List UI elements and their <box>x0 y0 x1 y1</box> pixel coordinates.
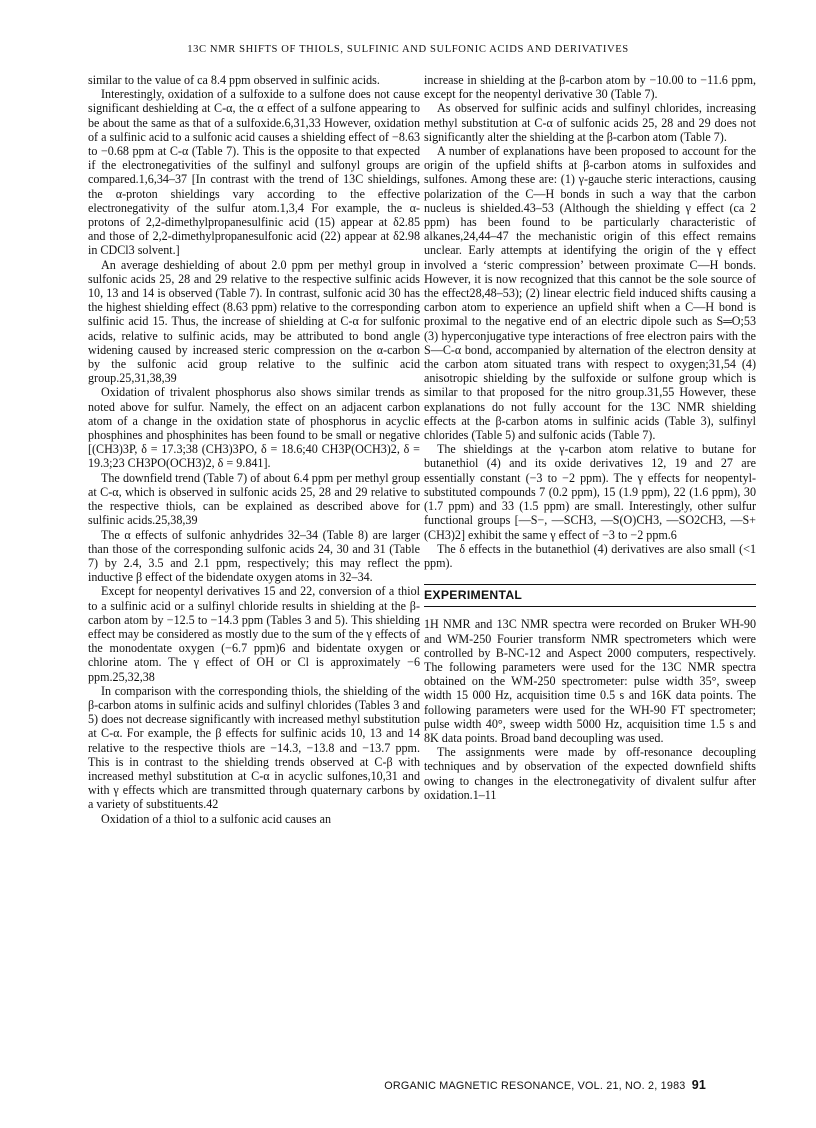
section-rule <box>424 606 756 607</box>
paragraph: The δ effects in the butanethiol (4) derivatives are also small (<1 ppm). <box>424 541 756 570</box>
paragraph: Except for neopentyl derivatives 15 and 22, conversion of a thiol to a sulfinic acid or a sulfinyl chloride results in shielding at the β-carbon atom by −12.5 to −14.3 ppm (Tables 3 and 5). This shielding effect may be considered as mostly due to the sum of the γ effects of the monodentate oxygen (−6.7 ppm)6 and bidentate oxygen or chlorine atom. The γ effect of OH or Cl is approximately −6 ppm.25,32,38 <box>88 584 420 684</box>
left-column <box>88 73 420 826</box>
paragraph: increase in shielding at the β-carbon atom by −10.00 to −11.6 ppm, except for the neopentyl derivative 30 (Table 7). <box>424 73 756 102</box>
page-footer <box>384 1078 706 1092</box>
page-number: 91 <box>691 1078 706 1092</box>
paragraph: In comparison with the corresponding thiols, the shielding of the β-carbon atoms in sulfinic acids and sulfinyl chlorides (Tables 3 and 5) does not decrease significantly with increased methyl substitution at C-α. For example, the β effects for sulfinic acids 10, 13 and 14 relative to the respective thiols are −14.3, −13.8 and −13.7 ppm. This is in contrast to the shielding trends observed at C-β with increased methyl substitution at C-α in acyclic sulfones,10,31 and with γ effects which are transmitted through quaternary carbons by a variety of substituents.42 <box>88 683 420 812</box>
section-heading <box>424 584 756 602</box>
paragraph: An average deshielding of about 2.0 ppm per methyl group in sulfonic acids 25, 28 and 29 relative to the respective sulfinic acids 10, 13 and 14 is observed (Table 7). In contrast, sulfonic acid 30 has the highest shielding effect (8.63 ppm) relative to the corresponding sulfinic acid 15. Thus, the increase of shielding at C-α for sulfonic acids, relative to sulfinic acids, may be attributed to bond angle widening caused by increased steric compression on the α-carbon by the sulfonic acid group relative to the sulfinic acid group.25,31,38,39 <box>88 257 420 386</box>
paragraph: Oxidation of trivalent phosphorus also shows similar trends as noted above for sulfur. Namely, the effect on an adjacent carbon atom of a change in the oxidation state of phosphorus in acyclic phosphines and phosphinites has been found to be small or negative [(CH3)3P, δ = 17.3;38 (CH3)3PO, δ = 18.6;40 CH3P(OCH3)2, δ = 19.3;23 CH3PO(OCH3)2, δ = 9.841]. <box>88 385 420 471</box>
journal-citation: ORGANIC MAGNETIC RESONANCE, VOL. 21, NO. 2, 1983 <box>384 1080 686 1092</box>
paragraph: The shieldings at the γ-carbon atom relative to butane for butanethiol (4) and its oxide derivatives 12, 19 and 27 are essentially constant (−3 to −2 ppm). The γ effects for neopentyl-substituted compounds 7 (0.2 ppm), 15 (1.9 ppm), 22 (1.6 ppm), 30 (1.7 ppm) and 33 (1.5 ppm) are small. Interestingly, other sulfur functional groups [—S−, —SCH3, —S(O)CH3, —SO2CH3, —S+(CH3)2] exhibit the same γ effect of −3 to −2 ppm.6 <box>424 442 756 542</box>
paragraph: As observed for sulfinic acids and sulfinyl chlorides, increasing methyl substitution at C-α of sulfonic acids 25, 28 and 29 does not significantly alter the shielding at the β-carbon atom (Table 7). <box>424 101 756 144</box>
paragraph: similar to the value of ca 8.4 ppm observed in sulfinic acids. <box>88 73 380 87</box>
paragraph: 1H NMR and 13C NMR spectra were recorded on Bruker WH-90 and WM-250 Fourier transform NMR spectrometers which were controlled by B-NC-12 and Aspect 2000 computers, respectively. The following parameters were used for the 13C NMR spectra obtained on the WM-250 spectrometer: pulse width 35°, sweep width 15 000 Hz, acquisition time 0.5 s and 16K data points. The following parameters were used for the WH-90 FT spectrometer; pulse width 40°, sweep width 5000 Hz, acquisition time 1.5 s and 8K data points. Broad band decoupling was used. <box>424 617 756 745</box>
paragraph: A number of explanations have been proposed to account for the origin of the upfield shifts at β-carbon atoms in sulfoxides and sulfones. Among these are: (1) γ-gauche steric interactions, causing polarization of the C—H bonds in such a way that the carbon nucleus is shielded.43–53 (Although the shielding γ effect (ca 2 ppm) has been found to be particularly characteristic of alkanes,24,44–47 the mechanistic origin of this effect remains unclear. Early attempts at identifying the origin of the γ effect involved a ‘steric compression’ between proximate C—H bonds. However, it is now recognized that this cannot be the sole source of the effect28,48–53); (2) linear electric field induced shifts causing a carbon atom to experience an upfield shift when a C—H bond is proximal to the negative end of an electric dipole such as S═O;53 (3) hyperconjugative type interactions of free electron pairs with the S—C-α bond, accompanied by alternation of the electron density at the carbon atom situated trans with respect to oxygen;31,54 (4) anisotropic shielding by the sulfoxide or sulfone group which is similar to that proposed for the nitro group.31,55 However, these explanations do not fully account for the 13C NMR shielding effects at the β-carbon atoms in sulfinic acids (Table 3), sulfinyl chlorides (Table 5) and sulfonic acids (Table 7). <box>424 144 756 443</box>
paragraph: The downfield trend (Table 7) of about 6.4 ppm per methyl group at C-α, which is observed in sulfonic acids 25, 28 and 29 relative to the respective thiols, can be explained as described above for sulfinic acids.25,38,39 <box>88 470 420 528</box>
paragraph: The α effects of sulfonic anhydrides 32–34 (Table 8) are larger than those of the corresponding sulfonic acids 24, 30 and 31 (Table 7) by 2.4, 3.5 and 2.1 ppm, respectively; this may reflect the inductive β effect of the bidendate oxygen atoms in 32–34. <box>88 527 420 585</box>
paragraph: Oxidation of a thiol to a sulfonic acid causes an <box>101 811 332 826</box>
paragraph: The assignments were made by off-resonance decoupling techniques and by observation of the expected downfield shifts owing to changes in the electronegativity of divalent sulfur after oxidation.1–11 <box>424 745 756 802</box>
paragraph: Interestingly, oxidation of a sulfoxide to a sulfone does not cause significant deshielding at C-α, the α effect of a sulfone appearing to be about the same as that of a sulfoxide.6,31,33 However, oxidation of a sulfinic acid to a sulfonic acid causes a shielding effect of −8.63 to −0.68 ppm at C-α (Table 7). This is the opposite to that expected if the electronegativities of the sulfinyl and sulfonyl groups are compared.1,6,34–37 [In contrast with the trend of 13C shieldings, the α-proton shieldings vary according to the effective electronegativity of the sulfur atom.1,3,4 For example, the α-protons of 2,2-dimethylpropanesulfinic acid (15) appear at δ2.85 and those of 2,2-dimethylpropanesulfonic acid (22) appear at δ2.98 in CDCl3 solvent.] <box>88 87 420 258</box>
experimental-heading: EXPERIMENTAL <box>424 588 523 603</box>
right-column <box>424 73 756 802</box>
running-title: 13C NMR SHIFTS OF THIOLS, SULFINIC AND SULFONIC ACIDS AND DERIVATIVES <box>187 44 629 55</box>
